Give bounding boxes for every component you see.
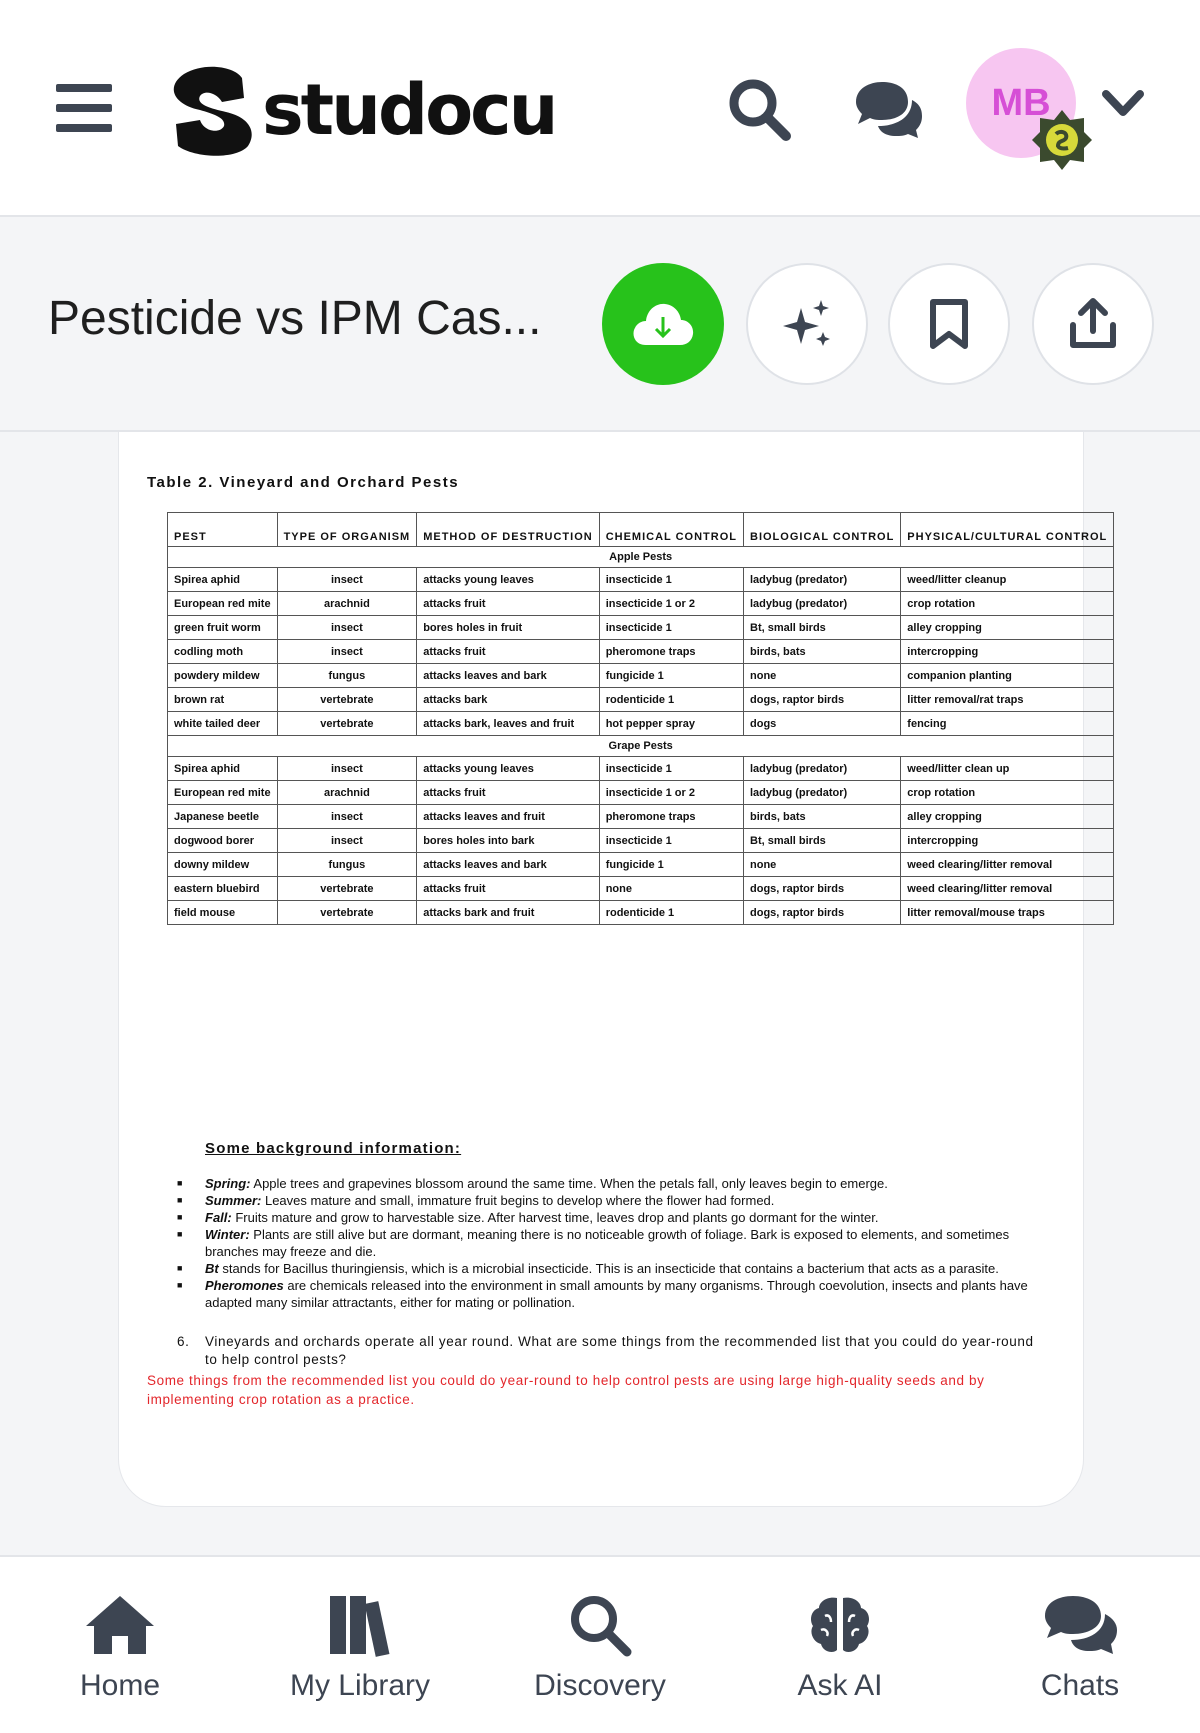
table-cell: none: [744, 853, 901, 877]
document-title: Pesticide vs IPM Cas...: [48, 292, 542, 345]
header-pest: PEST: [168, 513, 278, 547]
nav-discovery[interactable]: [480, 1557, 720, 1733]
table-cell: alley cropping: [901, 805, 1114, 829]
table-cell: white tailed deer: [168, 712, 278, 736]
table-cell: attacks leaves and bark: [417, 853, 600, 877]
table-cell: insecticide 1 or 2: [599, 781, 743, 805]
avatar-initials: MB: [991, 81, 1051, 124]
table-cell: insect: [277, 616, 417, 640]
table-cell: dogs, raptor birds: [744, 877, 901, 901]
table-cell: Spirea aphid: [168, 568, 278, 592]
table-row: [168, 901, 1114, 925]
header-biological: BIOLOGICAL CONTROL: [744, 513, 901, 547]
info-text: Plants are still alive but are dormant, meaning there is no noticeable growth of foliage. Bark is exposed to elements, and sometimes branches may freeze and die.: [205, 1227, 1010, 1259]
share-icon: [1067, 297, 1119, 351]
info-item: [177, 1175, 1047, 1192]
table-cell: attacks bark, leaves and fruit: [417, 712, 600, 736]
info-text: Leaves mature and small, immature fruit begins to develop where the flower had formed.: [261, 1193, 775, 1208]
table-cell: vertebrate: [277, 901, 417, 925]
table-cell: dogs, raptor birds: [744, 688, 901, 712]
sparkles-icon: [779, 296, 835, 352]
table-cell: attacks fruit: [417, 640, 600, 664]
info-text: Fruits mature and grow to harvestable size. After harvest time, leaves drop and plants go dormant for the winter.: [231, 1210, 879, 1225]
table-cell: weed/litter clean up: [901, 757, 1114, 781]
top-navbar: [0, 0, 1200, 217]
table-cell: pheromone traps: [599, 805, 743, 829]
table-row: [168, 712, 1114, 736]
background-info: [147, 1140, 1047, 1409]
bottom-navbar: [0, 1555, 1200, 1733]
table-cell: dogwood borer: [168, 829, 278, 853]
table-cell: litter removal/mouse traps: [901, 901, 1114, 925]
table-cell: insecticide 1: [599, 829, 743, 853]
table-cell: rodenticide 1: [599, 901, 743, 925]
ai-sparkle-button[interactable]: [746, 263, 868, 385]
info-item: [177, 1260, 1047, 1277]
apple-section-label: Apple Pests: [168, 547, 1114, 568]
chat-icon[interactable]: [852, 80, 924, 140]
info-heading: Some background information:: [205, 1140, 462, 1157]
nav-my-library[interactable]: [240, 1557, 480, 1733]
logo-text: studocu: [262, 69, 556, 151]
header-physical: PHYSICAL/CULTURAL CONTROL: [901, 513, 1114, 547]
table-cell: fencing: [901, 712, 1114, 736]
info-term: Bt: [205, 1261, 219, 1276]
document-header: [0, 219, 1200, 432]
table-cell: powdery mildew: [168, 664, 278, 688]
info-item: [177, 1226, 1047, 1260]
table-cell: litter removal/rat traps: [901, 688, 1114, 712]
table-cell: companion planting: [901, 664, 1114, 688]
table-cell: attacks fruit: [417, 781, 600, 805]
table-cell: fungus: [277, 664, 417, 688]
table-cell: weed clearing/litter removal: [901, 877, 1114, 901]
info-term: Pheromones: [205, 1278, 284, 1293]
bookmark-button[interactable]: [888, 263, 1010, 385]
pests-table: [167, 512, 1114, 925]
table-row: [168, 664, 1114, 688]
info-item: [177, 1209, 1047, 1226]
table-cell: field mouse: [168, 901, 278, 925]
question-6: [177, 1333, 1047, 1369]
table-cell: European red mite: [168, 592, 278, 616]
table-cell: vertebrate: [277, 877, 417, 901]
info-item: [177, 1192, 1047, 1209]
info-term: Summer:: [205, 1193, 262, 1208]
table-cell: ladybug (predator): [744, 592, 901, 616]
table-row: [168, 640, 1114, 664]
table-cell: fungicide 1: [599, 664, 743, 688]
table-cell: eastern bluebird: [168, 877, 278, 901]
table-cell: fungicide 1: [599, 853, 743, 877]
table-cell: none: [744, 664, 901, 688]
table-cell: attacks leaves and fruit: [417, 805, 600, 829]
user-avatar[interactable]: [966, 48, 1076, 158]
table-cell: fungus: [277, 853, 417, 877]
table-caption: Table 2. Vineyard and Orchard Pests: [147, 474, 460, 491]
table-cell: insect: [277, 829, 417, 853]
table-cell: hot pepper spray: [599, 712, 743, 736]
table-cell: bores holes into bark: [417, 829, 600, 853]
table-cell: attacks fruit: [417, 592, 600, 616]
table-row: [168, 805, 1114, 829]
table-row: [168, 757, 1114, 781]
table-cell: attacks bark and fruit: [417, 901, 600, 925]
info-term: Winter:: [205, 1227, 250, 1242]
table-cell: attacks bark: [417, 688, 600, 712]
table-cell: Bt, small birds: [744, 616, 901, 640]
question-text: Vineyards and orchards operate all year round. What are some things from the recommended list that you could do year-round to help control pests?: [205, 1334, 1034, 1367]
table-cell: crop rotation: [901, 781, 1114, 805]
brain-icon: [807, 1594, 873, 1656]
table-cell: alley cropping: [901, 616, 1114, 640]
question-number: 6.: [177, 1334, 190, 1349]
table-cell: arachnid: [277, 781, 417, 805]
table-cell: weed/litter cleanup: [901, 568, 1114, 592]
table-cell: attacks young leaves: [417, 757, 600, 781]
nav-discovery-label: Discovery: [534, 1669, 666, 1702]
nav-my-library-label: My Library: [289, 1669, 431, 1702]
info-term: Spring:: [205, 1176, 251, 1191]
table-row: [168, 853, 1114, 877]
table-row: [168, 568, 1114, 592]
search-icon[interactable]: [726, 76, 792, 142]
table-cell: insect: [277, 568, 417, 592]
table-cell: codling moth: [168, 640, 278, 664]
table-cell: insecticide 1: [599, 568, 743, 592]
table-cell: insecticide 1: [599, 757, 743, 781]
table-cell: birds, bats: [744, 640, 901, 664]
table-cell: insecticide 1 or 2: [599, 592, 743, 616]
table-cell: rodenticide 1: [599, 688, 743, 712]
table-cell: attacks leaves and bark: [417, 664, 600, 688]
table-cell: Bt, small birds: [744, 829, 901, 853]
table-cell: pheromone traps: [599, 640, 743, 664]
bookmark-icon: [927, 298, 971, 350]
document-page: [118, 432, 1108, 1507]
nav-ask-ai[interactable]: [720, 1557, 960, 1733]
table-cell: insecticide 1: [599, 616, 743, 640]
table-row: [168, 781, 1114, 805]
table-row: [168, 688, 1114, 712]
table-cell: crop rotation: [901, 592, 1114, 616]
nav-home[interactable]: [0, 1557, 240, 1733]
header-organism: TYPE OF ORGANISM: [277, 513, 417, 547]
info-text: stands for Bacillus thuringiensis, which is a microbial insecticide. This is an insecticide that contains a bacterium that acts as a parasite.: [218, 1261, 999, 1276]
info-text: are chemicals released into the environment in small amounts by many organisms. Through coevolution, insects and plants have adapted many similar attractants, either for mating or pollination.: [205, 1278, 1028, 1310]
table-cell: ladybug (predator): [744, 757, 901, 781]
table-row: [168, 877, 1114, 901]
header-chemical: CHEMICAL CONTROL: [599, 513, 743, 547]
info-item: [177, 1277, 1047, 1311]
table-row: [168, 829, 1114, 853]
nav-ask-ai-label: Ask AI: [797, 1669, 883, 1702]
table-cell: none: [599, 877, 743, 901]
table-cell: insect: [277, 640, 417, 664]
table-cell: downy mildew: [168, 853, 278, 877]
chevron-down-icon[interactable]: [1100, 86, 1146, 120]
table-cell: Japanese beetle: [168, 805, 278, 829]
share-button[interactable]: [1032, 263, 1154, 385]
nav-home-label: Home: [79, 1669, 161, 1702]
table-cell: vertebrate: [277, 688, 417, 712]
table-cell: birds, bats: [744, 805, 901, 829]
cloud-download-icon: [630, 299, 696, 349]
table-cell: Spirea aphid: [168, 757, 278, 781]
table-cell: weed clearing/litter removal: [901, 853, 1114, 877]
table-cell: intercropping: [901, 640, 1114, 664]
table-cell: brown rat: [168, 688, 278, 712]
info-text: Apple trees and grapevines blossom around the same time. When the petals fall, only leaves begin to emerge.: [250, 1176, 888, 1191]
studocu-logo-mark: [164, 64, 260, 156]
table-cell: ladybug (predator): [744, 781, 901, 805]
table-cell: attacks young leaves: [417, 568, 600, 592]
table-cell: insect: [277, 805, 417, 829]
table-cell: ladybug (predator): [744, 568, 901, 592]
nav-chats-label: Chats: [1040, 1669, 1120, 1702]
download-button[interactable]: [602, 263, 724, 385]
info-list: [177, 1175, 1047, 1311]
table-row: [168, 592, 1114, 616]
header-destruction: METHOD OF DESTRUCTION: [417, 513, 600, 547]
table-cell: bores holes in fruit: [417, 616, 600, 640]
table-cell: arachnid: [277, 592, 417, 616]
table-cell: dogs, raptor birds: [744, 901, 901, 925]
library-icon: [328, 1592, 392, 1658]
discovery-search-icon: [567, 1592, 633, 1658]
chats-icon: [1041, 1594, 1119, 1656]
table-cell: green fruit worm: [168, 616, 278, 640]
table-header-row: [168, 513, 1114, 547]
menu-icon[interactable]: [56, 84, 112, 132]
table-row: [168, 616, 1114, 640]
badge-icon: [1030, 108, 1094, 172]
table-cell: insect: [277, 757, 417, 781]
table-cell: vertebrate: [277, 712, 417, 736]
table-cell: attacks fruit: [417, 877, 600, 901]
table-cell: dogs: [744, 712, 901, 736]
info-term: Fall:: [205, 1210, 232, 1225]
nav-chats[interactable]: [960, 1557, 1200, 1733]
home-icon: [84, 1592, 156, 1658]
table-cell: intercropping: [901, 829, 1114, 853]
table-cell: European red mite: [168, 781, 278, 805]
studocu-logo[interactable]: [164, 60, 556, 160]
answer-text: Some things from the recommended list you could do year-round to help control pests are using large high-quality seeds and by implementing crop rotation as a practice.: [147, 1373, 985, 1407]
grape-section-label: Grape Pests: [168, 736, 1114, 757]
